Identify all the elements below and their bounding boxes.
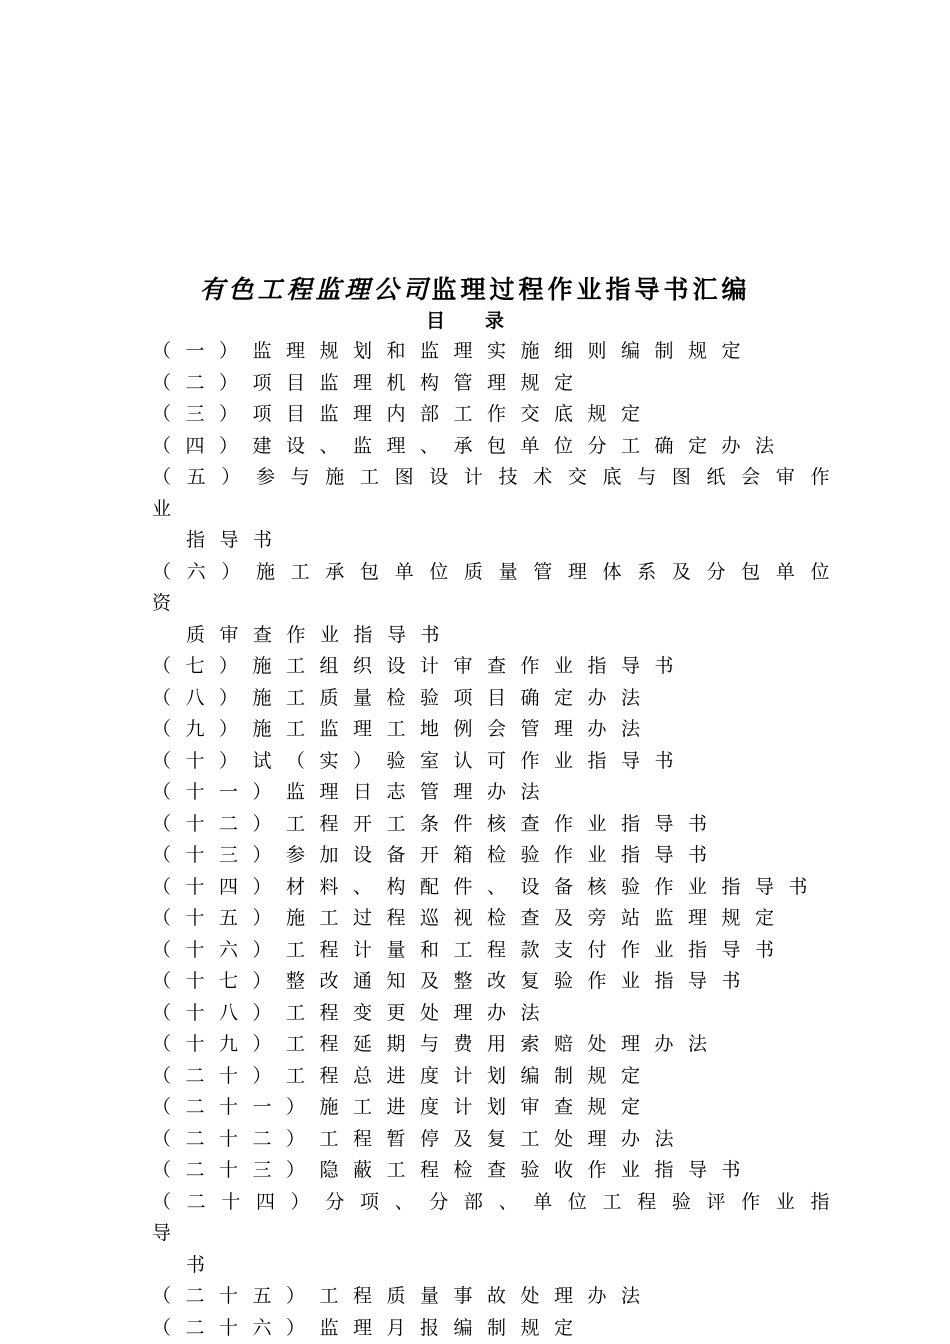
toc-item (152, 1187, 844, 1282)
document-title (0, 270, 950, 306)
toc-item-text: （十一）监理日志管理办法 (152, 781, 555, 803)
toc-item-text: （三）项目监理内部工作交底规定 (152, 403, 655, 425)
toc-item-text: （一）监理规划和监理实施细则编制规定 (152, 340, 756, 362)
toc-item (152, 1281, 844, 1313)
toc-item (152, 935, 844, 967)
toc-item-text: （七）施工组织设计审查作业指导书 (152, 655, 689, 677)
toc-item-text: （二十二）工程暂停及复工处理办法 (152, 1127, 689, 1150)
toc-item (152, 777, 844, 809)
toc-item-text: （二）项目监理机构管理规定 (152, 371, 588, 394)
toc-item-text: （二十）工程总进度计划编制规定 (152, 1064, 655, 1087)
toc-item-continuation: 书 (186, 1253, 220, 1276)
toc-item (152, 903, 844, 935)
toc-item (152, 998, 844, 1030)
toc-item-text: （二十一）施工进度计划审查规定 (152, 1096, 655, 1118)
toc-item (152, 746, 844, 778)
toc-item-text: （二十五）工程质量事故处理办法 (152, 1285, 655, 1307)
toc-item-text: （十五）施工过程巡视检查及旁站监理规定 (152, 907, 789, 929)
toc-item (152, 1061, 844, 1093)
toc-item (152, 966, 844, 998)
toc-item (152, 872, 844, 904)
toc-item (152, 557, 844, 652)
toc-item (152, 1155, 844, 1187)
toc-item (152, 368, 844, 400)
toc-item (152, 1029, 844, 1061)
toc-item (152, 1124, 844, 1156)
toc-item-text: （二十三）隐蔽工程检查验收作业指导书 (152, 1159, 756, 1181)
toc-item-text: （二十四）分项、分部、单位工程验评作业指导 (152, 1190, 844, 1244)
toc-item-text: （四）建设、监理、承包单位分工确定办法 (152, 434, 789, 457)
toc-item-text: （十八）工程变更处理办法 (152, 1001, 555, 1024)
toc-item-text: （十九）工程延期与费用索赔处理办法 (152, 1033, 722, 1055)
toc-item-text: （十七）整改通知及整改复验作业指导书 (152, 970, 756, 992)
toc-item (152, 399, 844, 431)
toc-item (152, 336, 844, 368)
company-name: 有色工程监理公司 (199, 275, 432, 304)
toc-item-text: （六）施工承包单位质量管理体系及分包单位资 (152, 560, 844, 614)
toc-item-text: （十）试（实）验室认可作业指导书 (152, 749, 689, 772)
toc-item-text: （十二）工程开工条件核查作业指导书 (152, 812, 722, 835)
toc-item (152, 683, 844, 715)
toc-item (152, 462, 844, 557)
title-text: 监理过程作业指导书汇编 (431, 275, 751, 304)
toc-item-text: （五）参与施工图设计技术交底与图纸会审作业 (152, 466, 844, 520)
toc-item-text: （十六）工程计量和工程款支付作业指导书 (152, 938, 789, 961)
toc-item-text: （九）施工监理工地例会管理办法 (152, 718, 655, 740)
toc-item-text: （十三）参加设备开箱检验作业指导书 (152, 844, 722, 866)
toc-item (152, 714, 844, 746)
toc-heading: 目录 (425, 310, 544, 332)
toc-item-text: （二十六）监理月报编制规定 (152, 1316, 588, 1339)
table-of-contents (152, 336, 844, 1344)
toc-item (152, 651, 844, 683)
toc-item-continuation: 指导书 (186, 529, 287, 551)
toc-item (152, 840, 844, 872)
toc-item (152, 809, 844, 841)
toc-item (152, 1313, 844, 1344)
toc-item (152, 431, 844, 463)
toc-item-text: （八）施工质量检验项目确定办法 (152, 686, 655, 709)
toc-item (152, 1092, 844, 1124)
toc-item-text: （十四）材料、构配件、设备核验作业指导书 (152, 875, 823, 898)
toc-item-continuation: 质审查作业指导书 (186, 623, 455, 646)
